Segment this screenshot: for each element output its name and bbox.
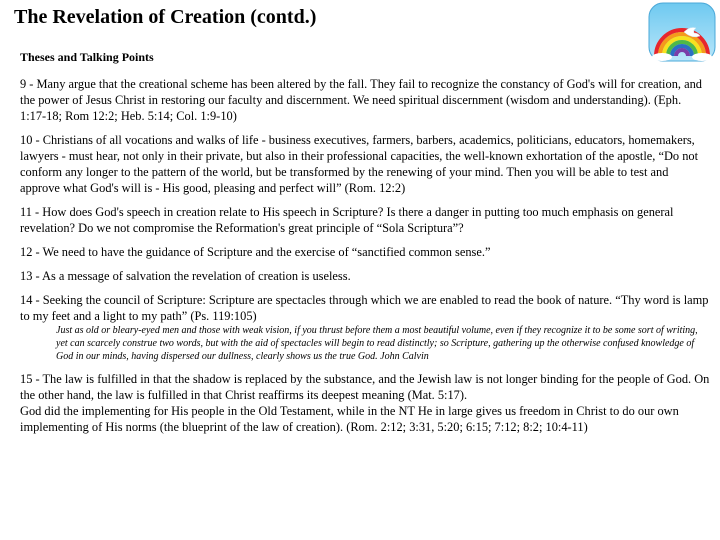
thesis-9: 9 - Many argue that the creational scheme has been altered by the fall. They fail to recognize the constancy of God's will for creation, and the power of Jesus Christ in restoring our faculty and discernment. We need spiritual discernment (wisdom and understanding). (Eph. 1:17-18; Rom 12:2; Heb. 5:14; Col. 1:9-10) <box>20 77 702 123</box>
thesis-11: 11 - How does God's speech in creation relate to His speech in Scripture? Is there a danger in putting too much emphasis on general revelation? Do we not compromise the Reformation's great principle of “Sola Scriptura”? <box>20 205 674 235</box>
theses-list <box>20 76 710 443</box>
calvin-quote: Just as old or bleary-eyed men and those with weak vision, if you thrust before them a most beautiful volume, even if they recognize it to be some sort of writing, yet can scarcely construe two words, but with the aid of spectacles will begin to read distinctly; so Scripture, gathering up the otherwise confused knowledge of God in our minds, having dispersed our dullness, clearly shows us the true God. John Calvin <box>56 325 698 362</box>
thesis-12: 12 - We need to have the guidance of Scripture and the exercise of “sanctified common sense.” <box>20 245 491 259</box>
thesis-15-continued: God did the implementing for His people in the Old Testament, while in the NT He in large gives us freedom in Christ to do our own implementing of His norms (the blueprint of the law of creation). (Rom. 2:12; 3:31, 5:20; 6:15; 7:12; 8:2; 10:4-11) <box>20 404 679 434</box>
page-title: The Revelation of Creation (contd.) <box>14 6 317 28</box>
thesis-14: 14 - Seeking the council of Scripture: Scripture are spectacles through which we are enabled to read the book of nature. “Thy word is lamp to my feet and a light to my path” (Ps. 119:105) <box>20 293 709 323</box>
thesis-13: 13 - As a message of salvation the revelation of creation is useless. <box>20 269 351 283</box>
rainbow-dove-icon <box>648 2 716 62</box>
page-subtitle: Theses and Talking Points <box>20 50 154 64</box>
thesis-10: 10 - Christians of all vocations and walks of life - business executives, farmers, barbers, academics, politicians, educators, homemakers, lawyers - must hear, not only in their private, but also in their professional capacities, the well-known exhortation of the apostle, “Do not conform any longer to the pattern of the world, but be transformed by the renewing of your mind. Then you will be able to test and approve what God's will is - His good, pleasing and perfect will” (Rom. 12:2) <box>20 133 699 195</box>
thesis-15: 15 - The law is fulfilled in that the shadow is replaced by the substance, and the Jewish law is not longer binding for the people of God. On the other hand, the law is fulfilled in that Christ reaffirms its deepest meaning (Mat. 5:17). <box>20 372 710 402</box>
